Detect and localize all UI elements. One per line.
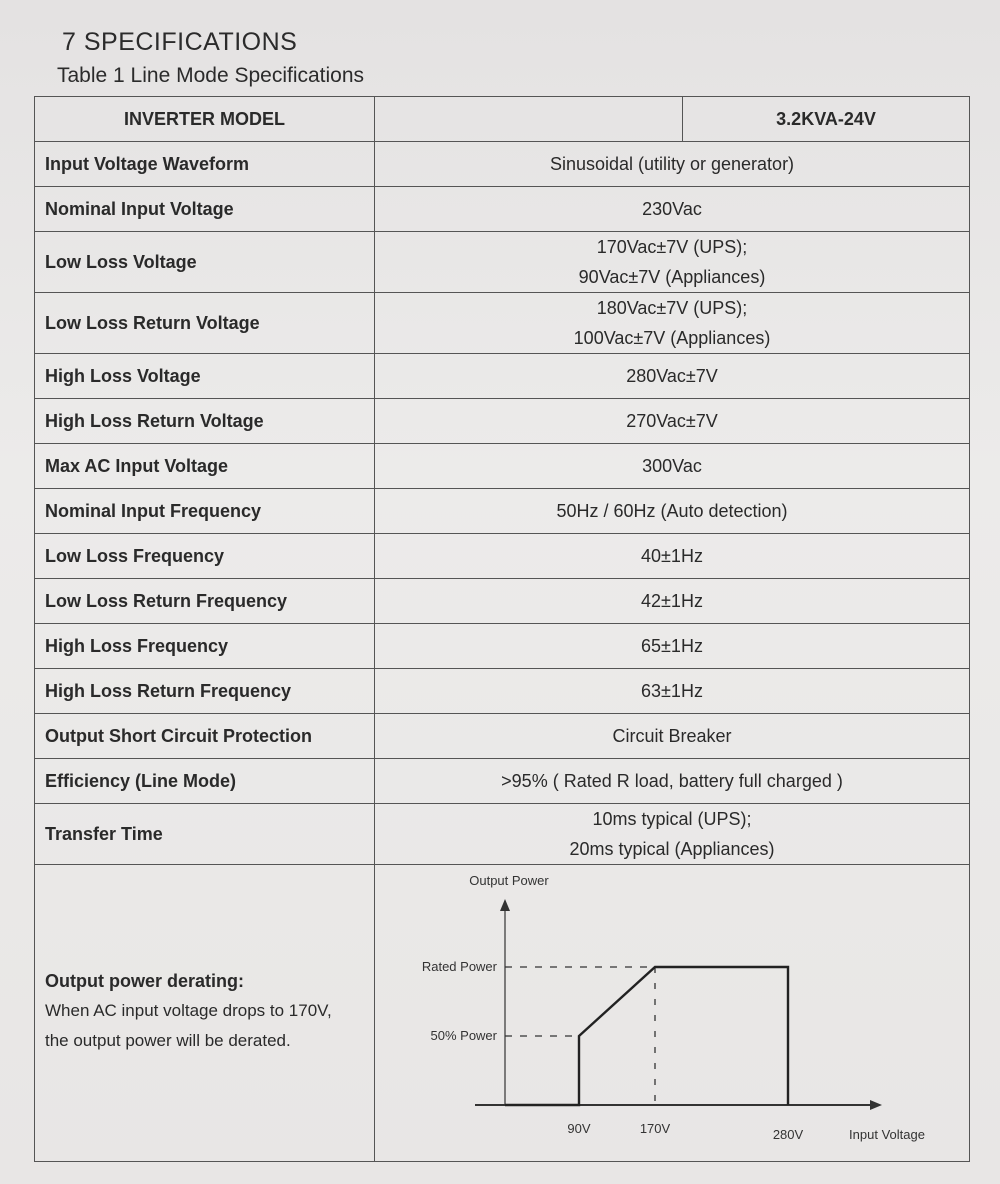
row-label: Low Loss Return Frequency xyxy=(35,579,375,624)
row-label: Low Loss Return Voltage xyxy=(35,293,375,354)
derating-description xyxy=(35,865,375,1162)
table-row xyxy=(35,804,970,865)
row-label: Nominal Input Voltage xyxy=(35,187,375,232)
row-value-line: 230Vac xyxy=(642,199,702,219)
row-value-line: 65±1Hz xyxy=(641,636,703,656)
x-tick-label: 170V xyxy=(639,1121,671,1136)
row-value-line: 50Hz / 60Hz (Auto detection) xyxy=(556,501,788,521)
y-axis-arrow xyxy=(500,899,510,911)
derating-curve xyxy=(505,967,788,1105)
x-tick-label: 90V xyxy=(567,1121,591,1136)
row-value-line-2: 100Vac±7V (Appliances) xyxy=(573,328,771,348)
row-label: Output Short Circuit Protection xyxy=(35,714,375,759)
table-row xyxy=(35,444,970,489)
header-spacer xyxy=(375,97,683,142)
row-value-line: Circuit Breaker xyxy=(612,726,732,746)
row-value-line: 170Vac±7V (UPS); xyxy=(596,237,748,257)
row-value xyxy=(375,187,970,232)
derating-chart xyxy=(385,865,959,1161)
header-model: 3.2KVA-24V xyxy=(683,97,970,142)
row-value-line: 270Vac±7V xyxy=(626,411,718,431)
table-row xyxy=(35,534,970,579)
derating-row xyxy=(35,865,970,1162)
table-row xyxy=(35,489,970,534)
row-value-line-2: 90Vac±7V (Appliances) xyxy=(578,267,766,287)
row-value xyxy=(375,293,970,354)
row-label: Low Loss Voltage xyxy=(35,232,375,293)
row-value-line: >95% ( Rated R load, battery full charged ) xyxy=(501,771,843,791)
row-label: Efficiency (Line Mode) xyxy=(35,759,375,804)
table-row xyxy=(35,142,970,187)
section-title: 7 SPECIFICATIONS xyxy=(62,28,298,56)
table-row xyxy=(35,759,970,804)
table-row xyxy=(35,669,970,714)
row-value-line: 42±1Hz xyxy=(641,591,703,611)
y-axis-label: Output Power xyxy=(469,873,549,888)
row-value-line-2: 20ms typical (Appliances) xyxy=(569,839,775,859)
row-value-line: Sinusoidal (utility or generator) xyxy=(549,154,795,174)
row-value xyxy=(375,714,970,759)
row-value xyxy=(375,354,970,399)
x-axis-label: Input Voltage xyxy=(849,1127,925,1142)
y-tick-label: 50% Power xyxy=(430,1028,497,1043)
row-value xyxy=(375,759,970,804)
row-value xyxy=(375,624,970,669)
row-label: High Loss Return Frequency xyxy=(35,669,375,714)
row-value-line: 10ms typical (UPS); xyxy=(592,809,752,829)
table-row xyxy=(35,187,970,232)
row-label: High Loss Return Voltage xyxy=(35,399,375,444)
table-row xyxy=(35,399,970,444)
row-value-line: 40±1Hz xyxy=(641,546,703,566)
row-label: Input Voltage Waveform xyxy=(35,142,375,187)
y-tick-label: Rated Power xyxy=(421,959,497,974)
row-value xyxy=(375,804,970,865)
row-value-line: 180Vac±7V (UPS); xyxy=(596,298,748,318)
x-axis-arrow xyxy=(870,1100,882,1110)
row-value xyxy=(375,534,970,579)
row-value-line: 300Vac xyxy=(642,456,702,476)
table-row xyxy=(35,293,970,354)
table-caption: Table 1 Line Mode Specifications xyxy=(57,64,365,87)
row-value-line: 280Vac±7V xyxy=(626,366,718,386)
row-label: High Loss Voltage xyxy=(35,354,375,399)
row-value xyxy=(375,399,970,444)
row-value xyxy=(375,669,970,714)
row-value-line: 63±1Hz xyxy=(641,681,703,701)
derating-line-2: the output power will be derated. xyxy=(45,1030,291,1050)
table-row xyxy=(35,232,970,293)
derating-line-1: When AC input voltage drops to 170V, xyxy=(45,1000,332,1020)
row-label: High Loss Frequency xyxy=(35,624,375,669)
table-row xyxy=(35,714,970,759)
row-value xyxy=(375,444,970,489)
row-label: Transfer Time xyxy=(35,804,375,865)
row-label: Nominal Input Frequency xyxy=(35,489,375,534)
row-value xyxy=(375,579,970,624)
table-row xyxy=(35,579,970,624)
row-value xyxy=(375,232,970,293)
table-row xyxy=(35,354,970,399)
header-label: INVERTER MODEL xyxy=(35,97,375,142)
spec-table xyxy=(34,96,970,1162)
derating-chart-cell xyxy=(375,865,970,1162)
x-tick-label: 280V xyxy=(772,1127,804,1142)
row-label: Low Loss Frequency xyxy=(35,534,375,579)
row-value xyxy=(375,489,970,534)
derating-title: Output power derating: xyxy=(45,970,244,991)
row-label: Max AC Input Voltage xyxy=(35,444,375,489)
table-row xyxy=(35,624,970,669)
row-value xyxy=(375,142,970,187)
table-header-row xyxy=(35,97,970,142)
